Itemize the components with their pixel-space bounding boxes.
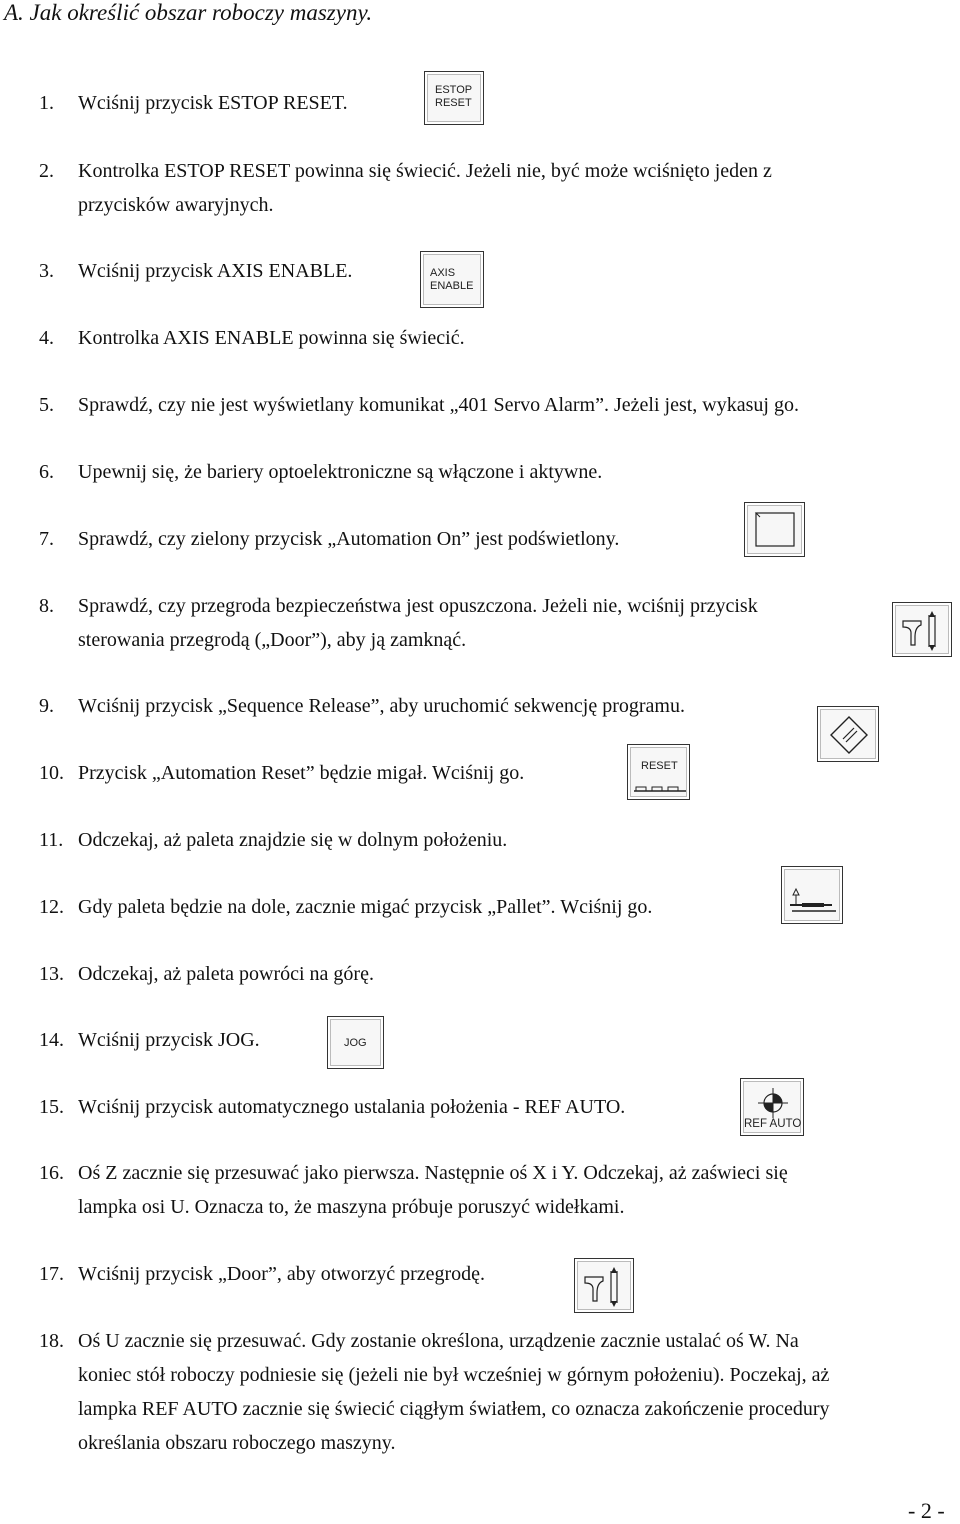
step-text: Wciśnij przycisk „Sequence Release”, aby uruchomić sekwencję programu. [78, 695, 685, 717]
step-text: określania obszaru roboczego maszyny. [78, 1432, 396, 1454]
automation-reset-icon [627, 744, 690, 800]
step-number: 13. [39, 963, 64, 985]
step-number: 4. [39, 327, 54, 349]
step-text: Wciśnij przycisk ESTOP RESET. [78, 92, 348, 114]
step-text: Wciśnij przycisk automatycznego ustalania położenia - REF AUTO. [78, 1096, 626, 1118]
door-icon [575, 1259, 635, 1314]
axis-enable-button-icon [420, 251, 484, 308]
pallet-icon [782, 867, 844, 925]
step-number: 11. [39, 829, 64, 851]
step-text: Wciśnij przycisk AXIS ENABLE. [78, 260, 353, 282]
door-icon [892, 602, 952, 657]
sequence-release-icon [818, 707, 880, 763]
jog-button-icon [327, 1016, 384, 1069]
step-text: przycisków awaryjnych. [78, 194, 274, 216]
step-number: 6. [39, 461, 54, 483]
estop-label: ESTOP [435, 84, 473, 96]
step-number: 16. [39, 1162, 64, 1184]
door-icon [893, 603, 953, 658]
step-text: Sprawdź, czy zielony przycisk „Automation On” jest podświetlony. [78, 528, 620, 550]
document-title: A. Jak określić obszar roboczy maszyny. [4, 0, 373, 25]
step-number: 12. [39, 896, 64, 918]
automation-on-icon [744, 502, 805, 557]
estop-reset-button-icon [424, 71, 484, 125]
step-text: Odczekaj, aż paleta powróci na górę. [78, 963, 374, 985]
step-number: 10. [39, 762, 64, 784]
step-text: Kontrolka ESTOP RESET powinna się świecić. Jeżeli nie, być może wciśnięto jeden z [78, 160, 772, 182]
step-number: 1. [39, 92, 54, 114]
step-text: Oś U zacznie się przesuwać. Gdy zostanie określona, urządzenie zacznie ustalać oś W. Na [78, 1330, 799, 1352]
step-text: Kontrolka AXIS ENABLE powinna się świecić. [78, 327, 465, 349]
step-number: 7. [39, 528, 54, 550]
step-text: koniec stół roboczy podniesie się (jeżeli nie był wcześniej w górnym położeniu). Poczekaj, aż [78, 1364, 830, 1386]
step-text: Przycisk „Automation Reset” będzie migał. Wciśnij go. [78, 762, 525, 784]
step-number: 2. [39, 160, 54, 182]
step-number: 15. [39, 1096, 64, 1118]
page-number: - 2 - [908, 1498, 945, 1523]
step-number: 18. [39, 1330, 64, 1352]
reset-symbol-icon [628, 745, 691, 801]
axis-label: AXIS [430, 267, 456, 279]
step-text: Gdy paleta będzie na dole, zacznie migać przycisk „Pallet”. Wciśnij go. [78, 896, 653, 918]
enable-label: ENABLE [430, 280, 474, 292]
step-text: Odczekaj, aż paleta znajdzie się w dolnym położeniu. [78, 829, 508, 851]
step-text: Sprawdź, czy nie jest wyświetlany komunikat „401 Servo Alarm”. Jeżeli jest, wykasuj go. [78, 394, 799, 416]
step-text: Upewnij się, że bariery optoelektroniczne są włączone i aktywne. [78, 461, 603, 483]
step-text: Wciśnij przycisk „Door”, aby otworzyć przegrodę. [78, 1263, 486, 1285]
jog-label: JOG [344, 1037, 367, 1049]
ref-auto-label: REF AUTO [744, 1118, 802, 1130]
ref-auto-button-icon [740, 1078, 804, 1136]
door-icon [574, 1258, 634, 1313]
step-number: 3. [39, 260, 54, 282]
step-text: Sprawdź, czy przegroda bezpieczeństwa jest opuszczona. Jeżeli nie, wciśnij przycisk [78, 595, 758, 617]
step-text: Oś Z zacznie się przesuwać jako pierwsza. Następnie oś X i Y. Odczekaj, aż zaświeci się [78, 1162, 788, 1184]
step-text: Wciśnij przycisk JOG. [78, 1029, 260, 1051]
step-number: 9. [39, 695, 54, 717]
reset-label: RESET [641, 760, 678, 772]
step-text: lampka REF AUTO zacznie się świecić ciągłym światłem, co oznacza zakończenie procedury [78, 1398, 830, 1420]
automation-on-icon [745, 503, 806, 558]
sequence-release-icon [817, 706, 879, 762]
step-number: 5. [39, 394, 54, 416]
step-text: lampka osi U. Oznacza to, że maszyna próbuje poruszyć widełkami. [78, 1196, 625, 1218]
step-number: 8. [39, 595, 54, 617]
pallet-icon [781, 866, 843, 924]
step-number: 14. [39, 1029, 64, 1051]
step-number: 17. [39, 1263, 64, 1285]
step-text: sterowania przegrodą („Door”), aby ją zamknąć. [78, 629, 467, 651]
reset-label: RESET [435, 97, 472, 109]
